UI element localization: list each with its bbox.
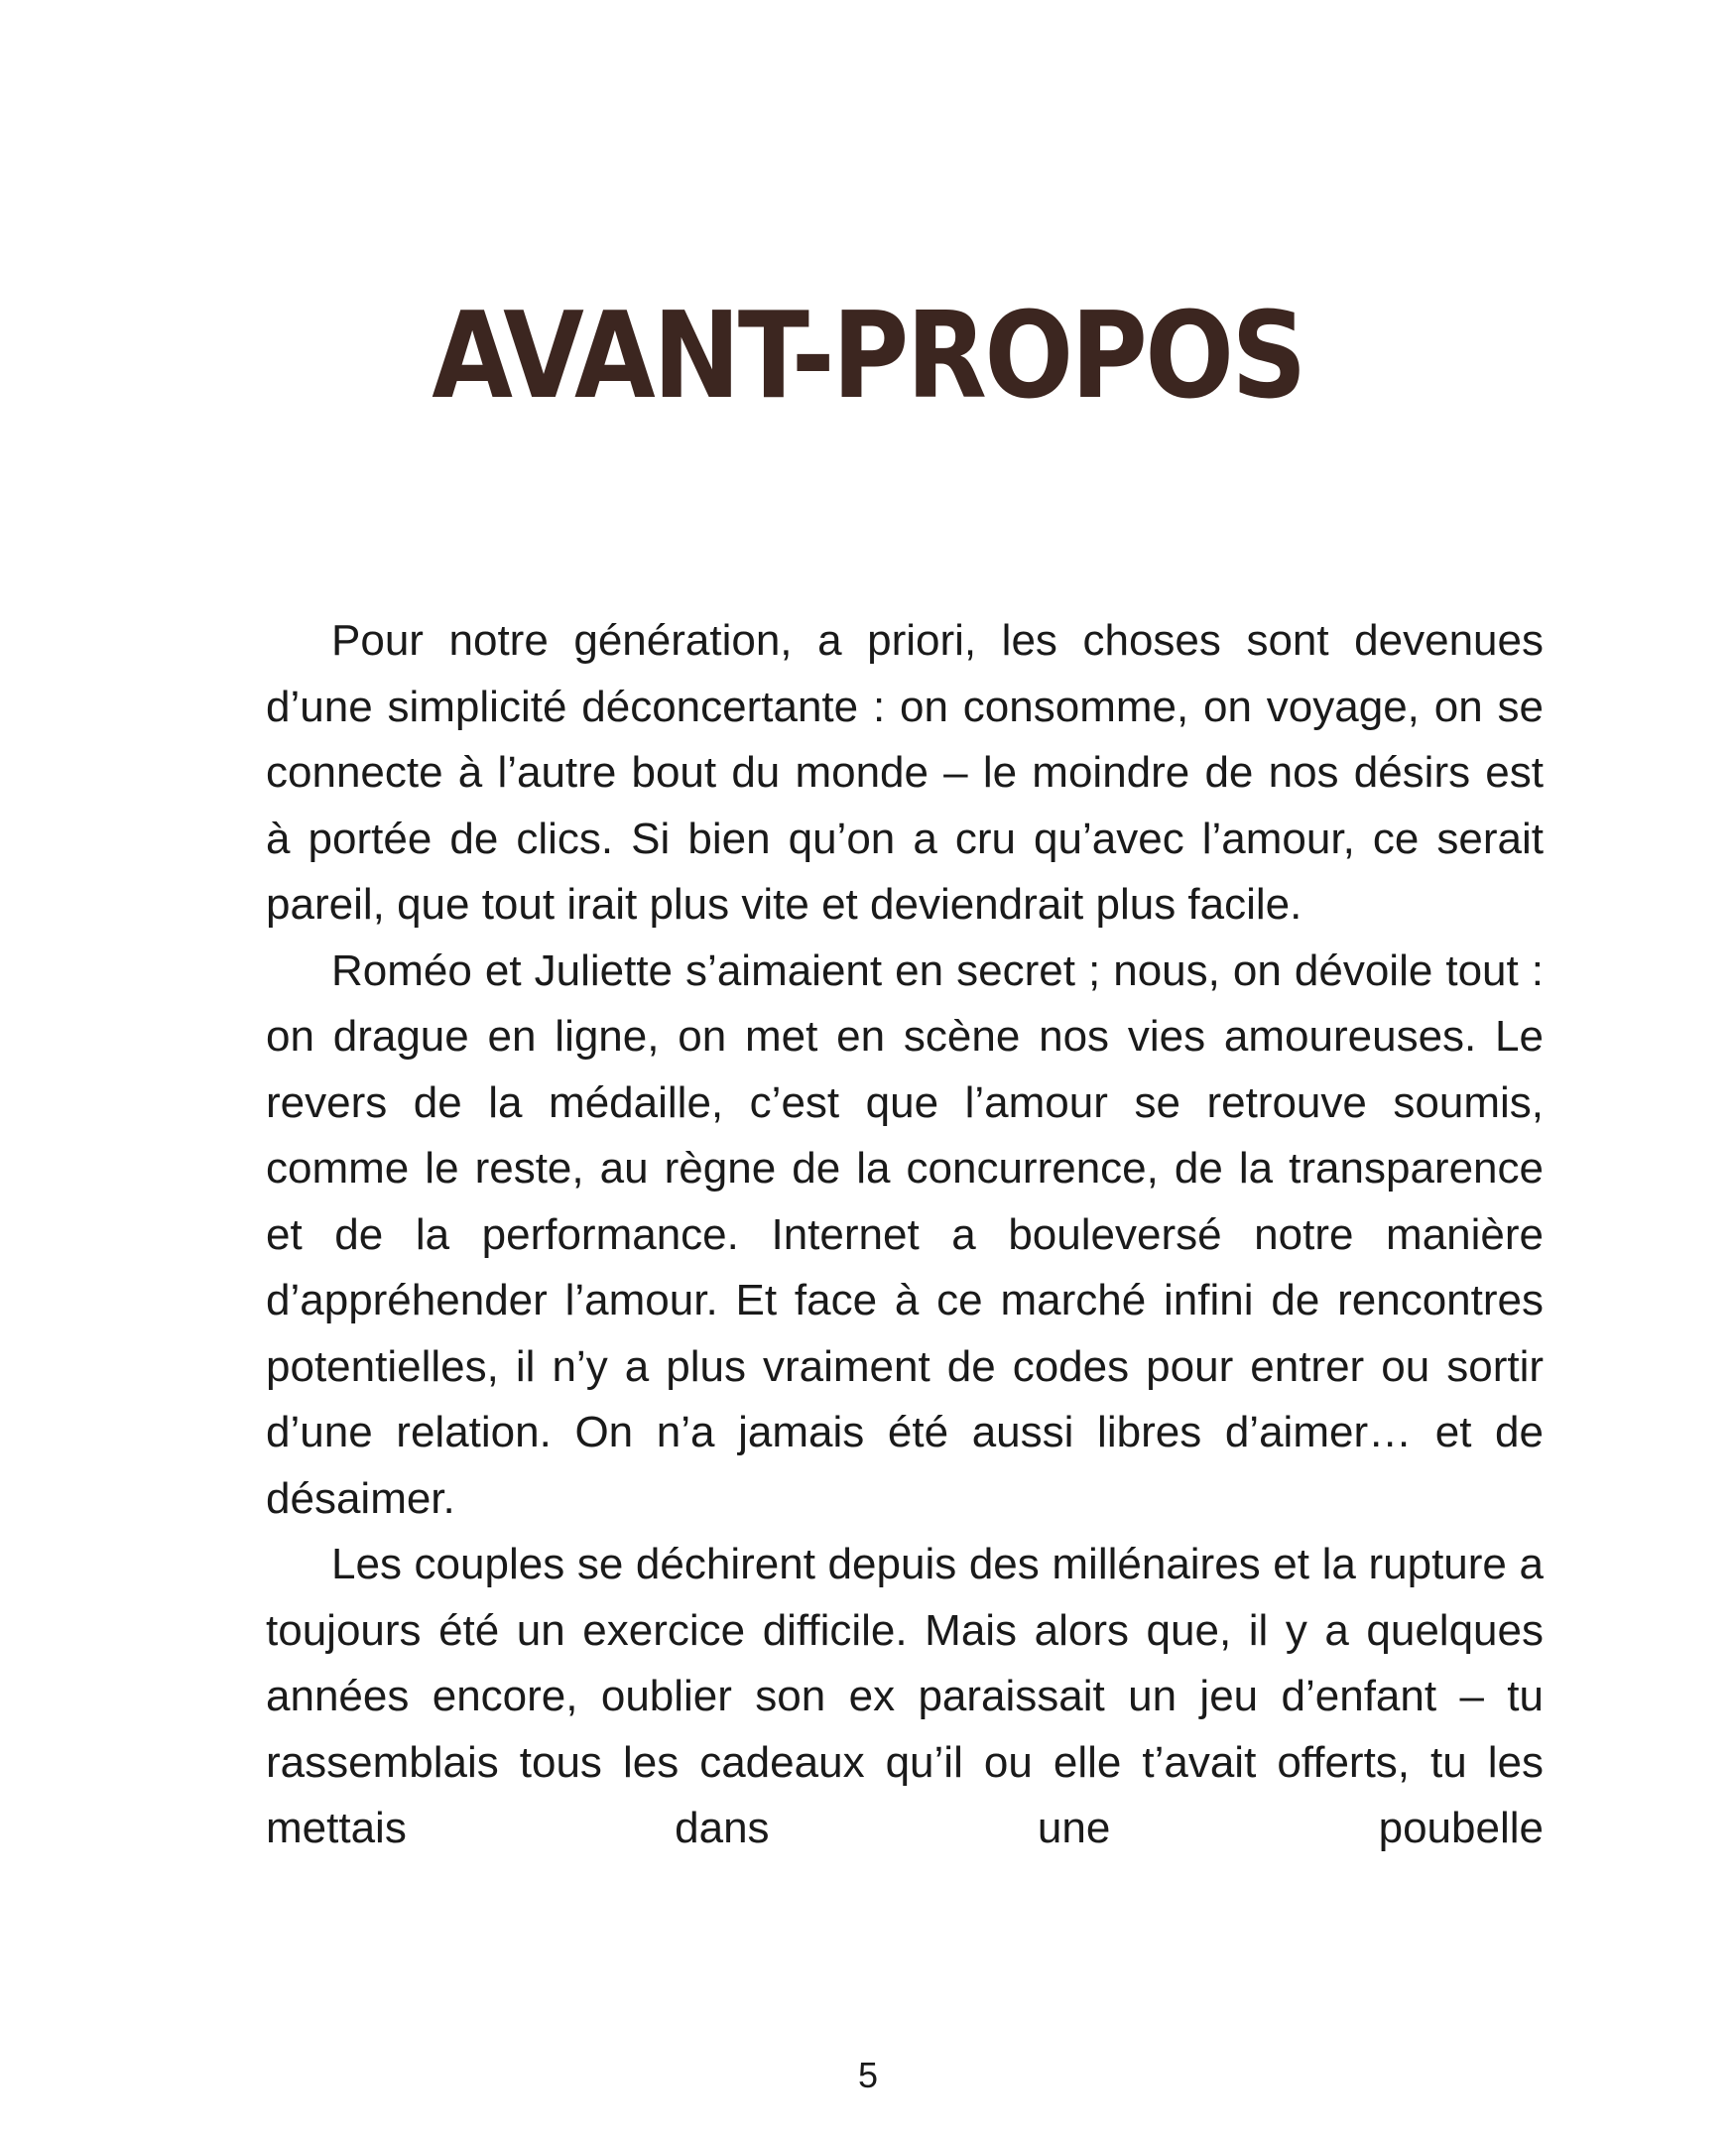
paragraph-2: Roméo et Juliette s’aimaient en secret ; nous, on dévoile tout : on drague en ligne, on met en scène nos vies amoureuses. Le revers de la médaille, c’est que l’amour se retrouve soumis, comme le reste, au règne de la concurrence, de la transparence et de la performance. Internet a bouleversé notre manière d’appréhender l’amour. Et face à ce marché infini de rencontres potentielles, il n’y a plus vraiment de codes pour entrer ou sortir d’une relation. On n’a jamais été aussi libres d’aimer… et de désaimer. bbox=[266, 945, 1544, 1523]
body-text bbox=[266, 608, 1544, 1862]
chapter-title: AVANT-PROPOS bbox=[432, 288, 1304, 427]
paragraph-3: Les couples se déchirent depuis des millénaires et la rupture a toujours été un exercice difficile. Mais alors que, il y a quelques années encore, oublier son ex paraissait un jeu d’enfant – tu rassemblais tous les cadeaux qu’il ou elle t’avait offerts, tu les mettais dans une poubelle bbox=[266, 1540, 1544, 1852]
page-number: 5 bbox=[857, 2055, 879, 2095]
paragraph-1: Pour notre génération, a priori, les choses sont devenues d’une simplicité déconcertante : on consomme, on voyage, on se connecte à l’autre bout du monde – le moindre de nos désirs est à portée de clics. Si bien qu’on a cru qu’avec l’amour, ce serait pareil, que tout irait plus vite et deviendrait plus facile. bbox=[266, 616, 1544, 929]
